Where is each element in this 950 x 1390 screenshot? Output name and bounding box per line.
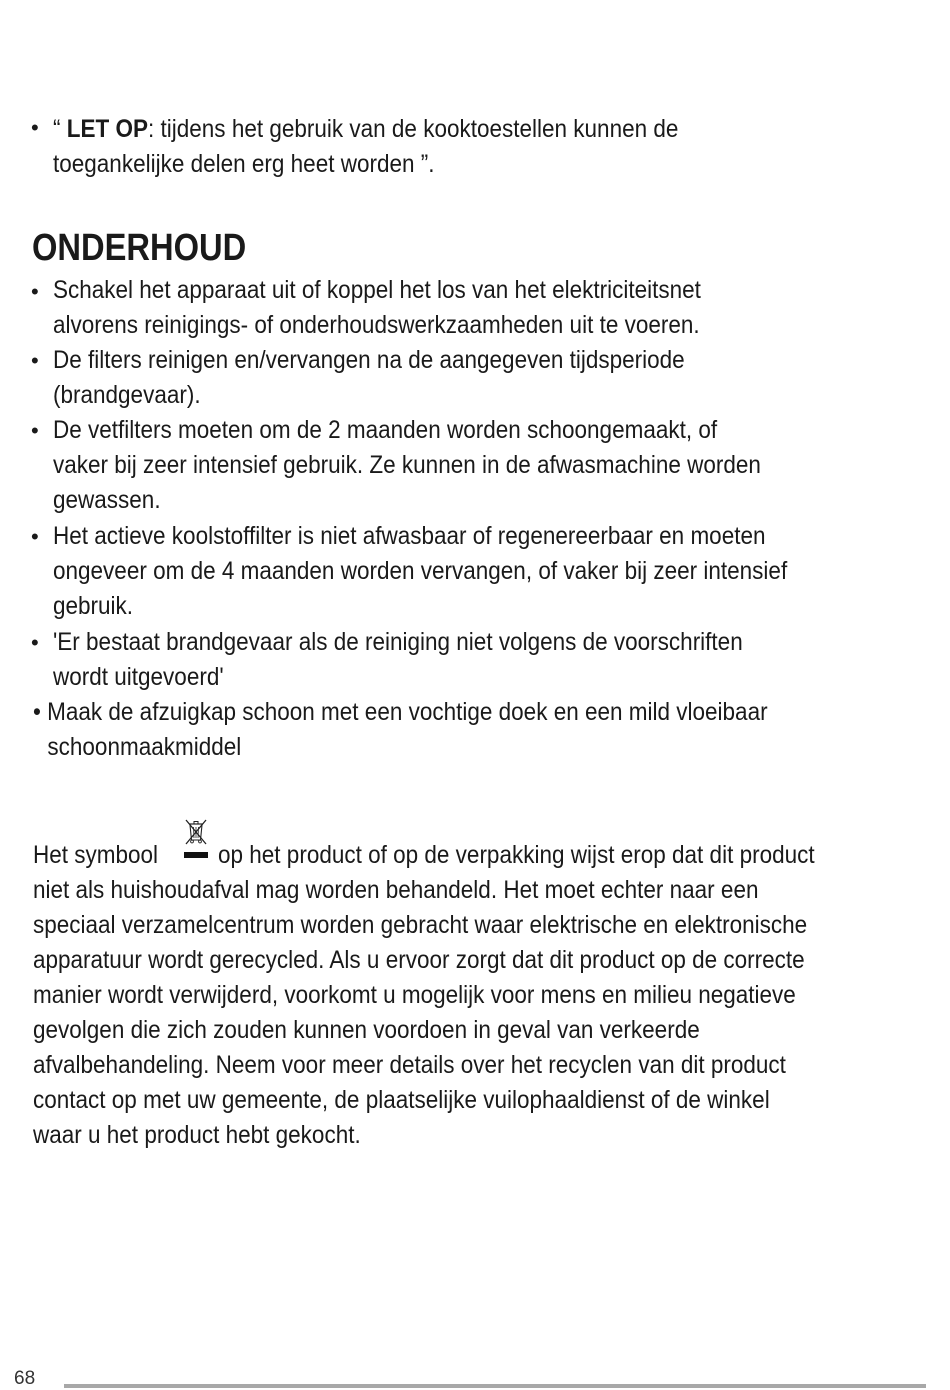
paragraph-line: speciaal verzamelcentrum worden gebracht waar elektrische en elektronische [33,911,808,939]
list-item-line: Het actieve koolstoffilter is niet afwasbaar of regenereerbaar en moeten [53,522,766,550]
list-item-line: De filters reinigen en/vervangen na de aangegeven tijdsperiode [53,346,685,374]
disposal-line-1-end: op het product of op de verpakking wijst erop dat dit product [218,841,815,869]
bullet: • [31,348,39,373]
footer-rule [64,1384,926,1388]
list-item-line: alvorens reinigings- of onderhoudswerkzaamheden uit te voeren. [53,311,700,339]
warning-label: LET OP [66,115,149,143]
bullet: • [31,279,39,304]
paragraph-line: niet als huishoudafval mag worden behandeld. Het moet echter naar een [33,876,759,904]
bullet: • [31,524,39,549]
list-item-line: De vetfilters moeten om de 2 maanden worden schoongemaakt, of [53,416,718,444]
bullet: • [31,115,39,140]
bullet: • [31,630,39,655]
list-item-line: schoonmaakmiddel [47,733,242,761]
list-item-line: gebruik. [53,592,134,620]
warning-text [53,112,678,182]
warning-line-2: toegankelijke delen erg heet worden ”. [53,150,435,178]
list-item-line: wordt uitgevoerd' [53,663,224,691]
paragraph-line: waar u het product hebt gekocht. [33,1121,361,1149]
warning-line-1: “ LET OP: tijdens het gebruik van de kooktoestellen kunnen de [53,115,679,143]
section-heading: ONDERHOUD [32,227,247,269]
disposal-lines [33,873,807,1153]
list-item-line: • Maak de afzuigkap schoon met een vochtige doek en een mild vloeibaar [33,698,768,726]
list-item-line: (brandgevaar). [53,381,201,409]
list-item-line: ongeveer om de 4 maanden worden vervangen, of vaker bij zeer intensief [53,557,788,585]
paragraph-line: apparatuur wordt gerecycled. Als u ervoor zorgt dat dit product op de correcte [33,946,805,974]
list-item-line: gewassen. [53,486,161,514]
page-number: 68 [14,1368,36,1389]
list-item-line: vaker bij zeer intensief gebruik. Ze kunnen in de afwasmachine worden [53,451,761,479]
paragraph-line: manier wordt verwijderd, voorkomt u mogelijk voor mens en milieu negatieve [33,981,796,1009]
list-item-line: Schakel het apparaat uit of koppel het los van het elektriciteitsnet [53,276,701,304]
paragraph-line: contact op met uw gemeente, de plaatselijke vuilophaaldienst of de winkel [33,1086,770,1114]
paragraph-line: afvalbehandeling. Neem voor meer details over het recyclen van dit product [33,1051,786,1079]
crossed-out-wheelie-bin-icon [181,818,211,862]
disposal-line-1-start: Het symbool [33,841,159,869]
list-item-line: 'Er bestaat brandgevaar als de reiniging niet volgens de voorschriften [53,628,743,656]
bullet: • [31,418,39,443]
paragraph-line: gevolgen die zich zouden kunnen voordoen in geval van verkeerde [33,1016,700,1044]
